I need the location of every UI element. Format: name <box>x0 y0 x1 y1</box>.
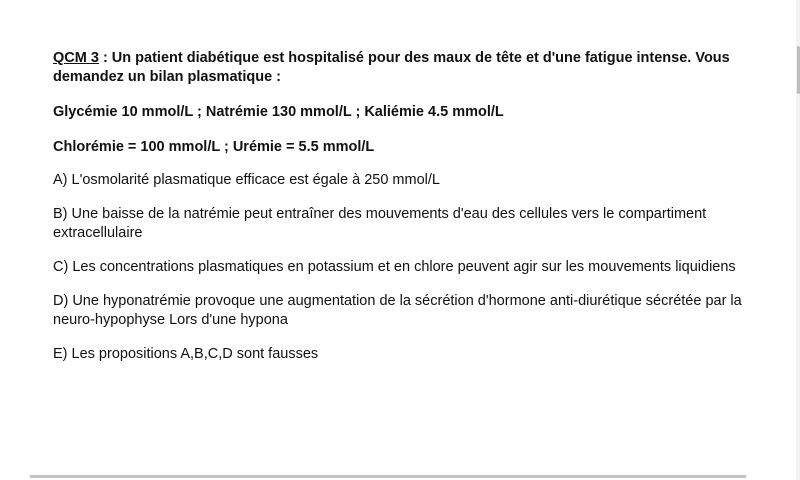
lab-values-line-2: Chlorémie = 100 mmol/L ; Urémie = 5.5 mmol/L <box>53 139 375 155</box>
question-number: QCM 3 <box>53 50 99 66</box>
question-text: : Un patient diabétique est hospitalisé pour des maux de tête et d'une fatigue intense. Vous demandez un bilan plasmatique : <box>53 50 730 85</box>
question-statement <box>53 49 773 87</box>
lab-values-line-1: Glycémie 10 mmol/L ; Natrémie 130 mmol/L ; Kaliémie 4.5 mmol/L <box>53 104 504 120</box>
option-d: D) Une hyponatrémie provoque une augmentation de la sécrétion d'hormone anti-diurétique sécrétée par la neuro-hypophyse Lors d'une hypona <box>53 293 742 328</box>
option-a: A) L'osmolarité plasmatique efficace est égale à 250 mmol/L <box>53 172 440 188</box>
horizontal-divider <box>30 475 746 478</box>
option-e: E) Les propositions A,B,C,D sont fausses <box>53 346 319 362</box>
document-body <box>53 49 773 379</box>
vertical-scrollbar[interactable] <box>796 0 800 480</box>
option-c: C) Les concentrations plasmatiques en potassium et en chlore peuvent agir sur les mouvements liquidiens <box>53 259 736 275</box>
option-b: B) Une baisse de la natrémie peut entraîner des mouvements d'eau des cellules vers le compartiment extracellulaire <box>53 206 707 241</box>
